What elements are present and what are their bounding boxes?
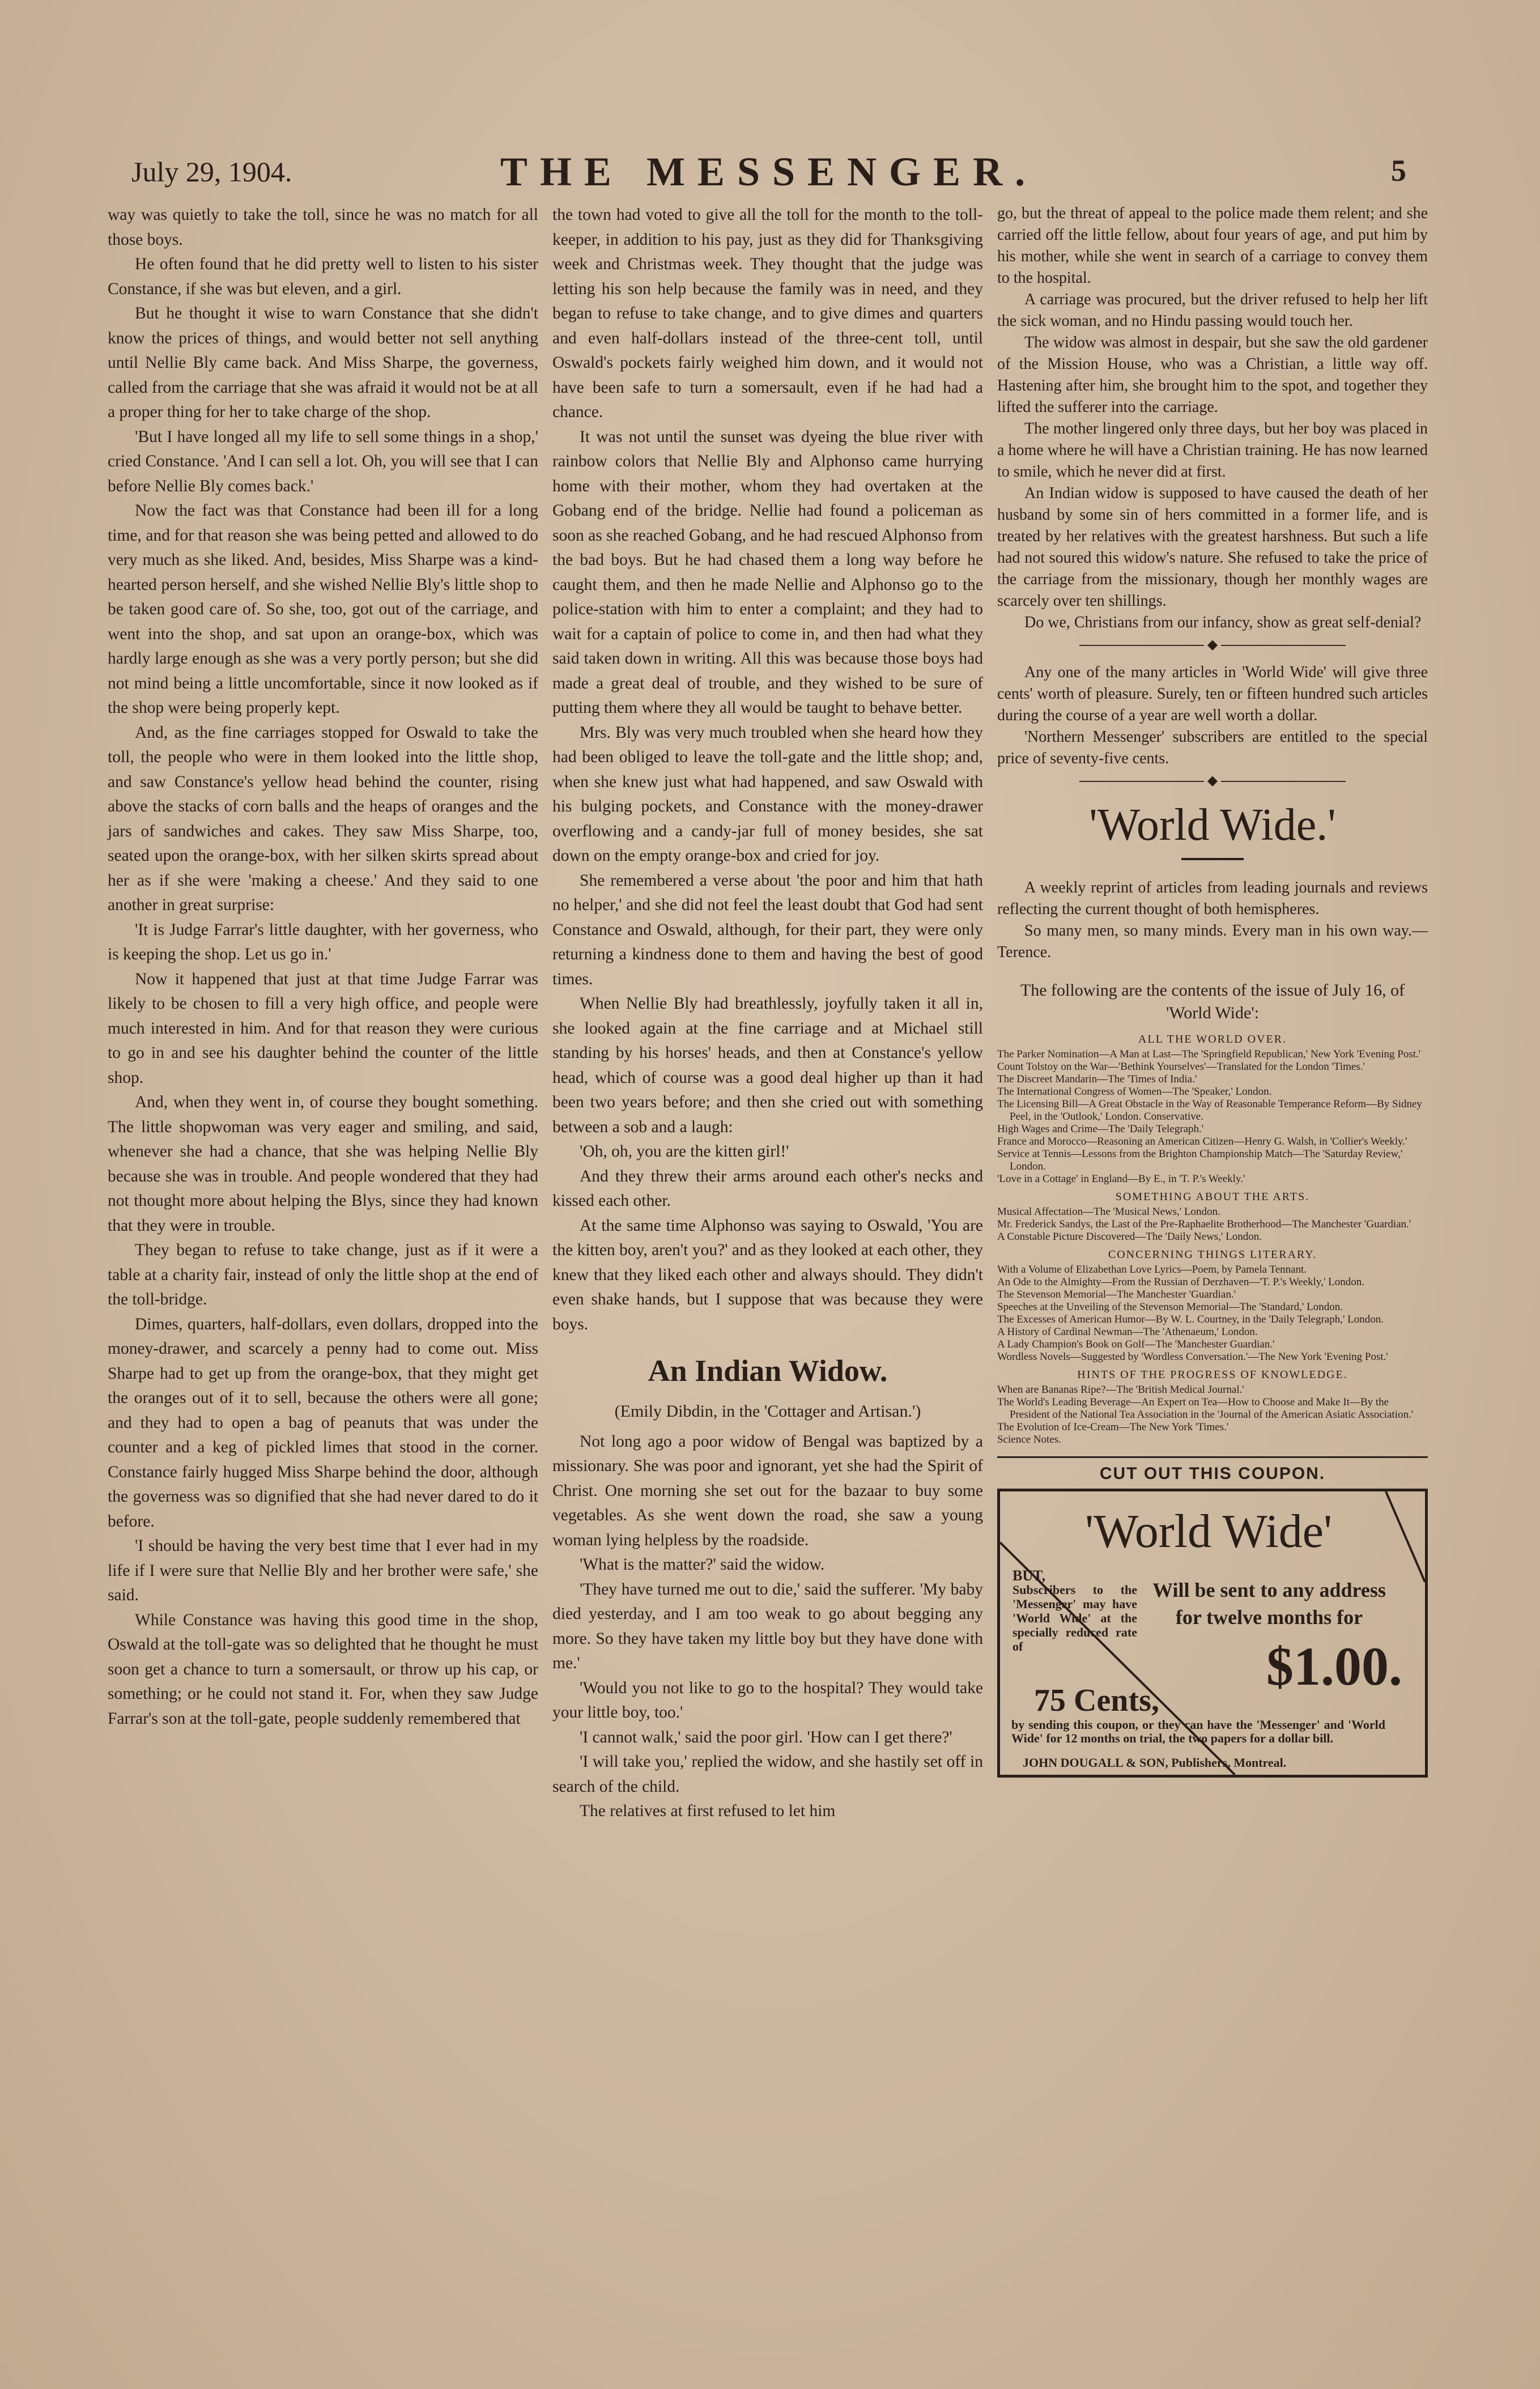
coupon-full-price: $1.00. (1266, 1636, 1402, 1697)
toc-section (997, 1368, 1428, 1446)
paragraph: Do we, Christians from our infancy, show as great self-denial? (1024, 614, 1422, 631)
paragraph: They began to refuse to take change, just as if it were a table at a charity fair, instead of only the little shop at the end of the toll-bridge. (108, 1241, 538, 1308)
paragraph: Dimes, quarters, half-dollars, even dollars, dropped into the money-drawer, and scarcely a penny had to come out. Miss Sharpe had to get up from the orange-box, that they might get the oranges out of it to sell, because the others were all gone; and they had to open a bag of peanuts that was under the counter and a keg of pickled limes that stood in the corner. Constance fairly hugged Miss Sharpe behind the door, although the governess was so dignified that she had never dared to do it before. (108, 1315, 538, 1531)
paragraph: 'Oh, oh, you are the kitten girl!' (580, 1142, 789, 1161)
paragraph: She remembered a verse about 'the poor and him that hath no helper,' and she did not feel the least doubt that God had sent Constance and Oswald, although, for their part, they were only returning a kindness done to them and having the best of good times. (552, 871, 983, 988)
toc-item: Service at Tennis—Lessons from the Brighton Championship Match—The 'Saturday Review,' London. (997, 1148, 1403, 1172)
paragraph: While Constance was having this good time in the shop, Oswald at the toll-gate was so delighted that he thought he must soon get a chance to turn a somersault, or throw up his cap, or something; or he could not stand it. For, when they saw Judge Farrar's son at the toll-gate, people suddenly remembered that (108, 1610, 538, 1728)
paragraph: go, but the threat of appeal to the police made them relent; and she carried off the little fellow, about four years of age, and put him by his mother, while she went in search of a carriage to convey them to the hospital. (997, 205, 1428, 287)
column-2 (552, 203, 983, 1824)
coupon-publisher: JOHN DOUGALL & SON, Publishers, Montreal. (1023, 1755, 1287, 1770)
masthead: THE MESSENGER. (500, 149, 1038, 194)
paragraph: And they threw their arms around each other's necks and kissed each other. (552, 1167, 983, 1210)
toc-item: The Discreet Mandarin—The 'Times of India.' (997, 1073, 1197, 1085)
toc-item: An Ode to the Almighty—From the Russian of Derzhaven—'T. P.'s Weekly,' London. (997, 1276, 1364, 1288)
toc-item: A History of Cardinal Newman—The 'Athenaeum,' London. (997, 1326, 1258, 1338)
toc-item: Mr. Frederick Sandys, the Last of the Pre-Raphaelite Brotherhood—The Manchester 'Guardian.' (997, 1218, 1411, 1230)
toc-section (997, 1248, 1428, 1363)
paragraph: 'But I have longed all my life to sell some things in a shop,' cried Constance. 'And I can sell a lot. Oh, you will see that I can before Nellie Bly comes back.' (108, 427, 538, 495)
paragraph: 'I cannot walk,' said the poor girl. 'How can I get there?' (580, 1728, 952, 1746)
toc-heading: CONCERNING THINGS LITERARY. (1108, 1248, 1317, 1261)
column-3 (997, 203, 1428, 1778)
toc-heading: SOMETHING ABOUT THE ARTS. (1115, 1191, 1310, 1203)
toc-item: With a Volume of Elizabethan Love Lyrics—Poem, by Pamela Tennant. (997, 1264, 1307, 1276)
coupon-label: CUT OUT THIS COUPON. (997, 1456, 1428, 1484)
page-header (131, 148, 1406, 194)
section-divider: ◆ (997, 638, 1428, 652)
paragraph: 'Northern Messenger' subscribers are entitled to the special price of seventy-five cents. (997, 728, 1428, 767)
paragraph: So many men, so many minds. Every man in his own way.—Terence. (997, 922, 1428, 961)
paragraph: A weekly reprint of articles from leading journals and reviews reflecting the current thought of both hemispheres. (997, 879, 1428, 918)
article-title: An Indian Widow. (648, 1354, 888, 1388)
paragraph: He often found that he did pretty well to listen to his sister Constance, if she was but eleven, and a girl. (108, 255, 538, 298)
toc-item: A Lady Champion's Book on Golf—The 'Manchester Guardian.' (997, 1338, 1275, 1350)
toc-item: The Licensing Bill—A Great Obstacle in the Way of Reasonable Temperance Reform—By Sidney Peel, in the 'Outlook,' London. Conservative. (997, 1098, 1422, 1123)
section-divider: ◆ (997, 774, 1428, 788)
issue-date: July 29, 1904. (131, 156, 292, 188)
toc-item: Science Notes. (997, 1434, 1061, 1446)
title-rule (1181, 858, 1244, 860)
paragraph: The widow was almost in despair, but she saw the old gardener of the Mission House, who was a Christian, a little way off. Hastening after him, she brought him to the spot, and together they lifted the sufferer into the carriage. (997, 334, 1428, 416)
toc-item: The Evolution of Ice-Cream—The New York 'Times.' (997, 1421, 1229, 1433)
coupon-but: BUT, (1013, 1567, 1046, 1584)
coupon-offer: Will be sent to any address for twelve months for (1152, 1579, 1386, 1629)
paragraph: Any one of the many articles in 'World Wide' will give three cents' worth of pleasure. Surely, ten or fifteen hundred such articles during the course of a year are well worth a dollar. (997, 664, 1428, 724)
paragraph: When Nellie Bly had breathlessly, joyfully taken it all in, she looked again at the fine carriage and at Michael still standing by his horses' heads, and then at Constance's yellow head, which of course was a good deal higher up than it had been two years before; and then she cried out with something between a sob and a laugh: (552, 994, 983, 1136)
toc-item: Musical Affectation—The 'Musical News,' London. (997, 1206, 1220, 1218)
paragraph: But he thought it wise to warn Constance that she didn't know the prices of things, and would better not sell anything until Nellie Bly came back. And Miss Sharpe, the governess, called from the carriage that she was afraid it would not be at all a proper thing for her to take charge of the shop. (108, 304, 538, 421)
world-wide-title: 'World Wide.' (1089, 800, 1336, 850)
toc-item: The Stevenson Memorial—The Manchester 'Guardian.' (997, 1289, 1236, 1300)
toc-item: 'Love in a Cottage' in England—By E., in 'T. P.'s Weekly.' (997, 1173, 1245, 1185)
toc-heading: ALL THE WORLD OVER. (1138, 1033, 1287, 1045)
toc-item: The World's Leading Beverage—An Expert on Tea—How to Choose and Make It—By the President of the National Tea Association in the 'Journal of the American Asiatic Association.' (997, 1396, 1414, 1421)
toc-item: The International Congress of Women—The 'Speaker,' London. (997, 1086, 1272, 1098)
paragraph: Mrs. Bly was very much troubled when she heard how they had been obliged to leave the toll-gate and the little shop; and, when she knew just what had happened, and saw Oswald with his bulging pockets, and Constance with the money-drawer overflowing and a candy-jar full of money besides, she sat down on the empty orange-box and cried for joy. (552, 723, 983, 865)
toc-item: France and Morocco—Reasoning an American Citizen—Henry G. Walsh, in 'Collier's Weekly.' (997, 1136, 1407, 1147)
toc-item: A Constable Picture Discovered—The 'Daily News,' London. (997, 1231, 1262, 1243)
coupon-subscriber-text: Subscribers to the 'Messenger' may have 'World Wide' at the specially reduced rate of (1013, 1583, 1137, 1653)
coupon-terms: by sending this coupon, or they can have the 'Messenger' and 'World Wide' for 12 months on trial, the two papers for a dollar bill. (1011, 1718, 1385, 1745)
paragraph: And, as the fine carriages stopped for Oswald to take the toll, the people who were in them looked into the little shop, and saw Constance's yellow head behind the counter, rising above the stacks of corn balls and the heaps of oranges and the jars of sandwiches and cakes. They saw Miss Sharpe, too, seated upon the orange-box, with her silken skirts spread about her as if she were 'making a cheese.' And they said to one another in great surprise: (108, 723, 538, 914)
toc-item: Count Tolstoy on the War—'Bethink Yourselves'—Translated for the London 'Times.' (997, 1061, 1365, 1073)
coupon-reduced-price: 75 Cents, (1034, 1683, 1159, 1718)
article-source: (Emily Dibdin, in the 'Cottager and Artisan.') (614, 1402, 921, 1421)
paragraph: 'What is the matter?' said the widow. (580, 1555, 825, 1574)
contents-intro: The following are the contents of the issue of July 16, of 'World Wide': (1020, 981, 1405, 1022)
toc-section (997, 1190, 1428, 1243)
paragraph: 'It is Judge Farrar's little daughter, with her governess, who is keeping the shop. Let us go in.' (108, 920, 538, 963)
paragraph: 'Would you not like to go to the hospital? They would take your little boy, too.' (552, 1678, 983, 1721)
paragraph: way was quietly to take the toll, since he was no match for all those boys. (108, 206, 538, 249)
toc-item: The Excesses of American Humor—By W. L. Courtney, in the 'Daily Telegraph,' London. (997, 1313, 1384, 1325)
paragraph: An Indian widow is supposed to have caused the death of her husband by some sin of hers committed in a former life, and is treated by her relatives with the greatest harshness. But such a life had not soured this widow's nature. She refused to take the price of the carriage from the missionary, though her monthly wages are scarcely over ten shillings. (997, 484, 1428, 610)
paragraph: 'I will take you,' replied the widow, and she hastily set off in search of the child. (552, 1753, 983, 1796)
toc-item: High Wages and Crime—The 'Daily Telegraph.' (997, 1123, 1204, 1135)
coupon-subscriber-note (1013, 1568, 1137, 1653)
paragraph: 'They have turned me out to die,' said the sufferer. 'My baby died yesterday, and I am too weak to go about begging any more. So they have taken my little boy but they have done with me.' (552, 1580, 983, 1672)
paragraph: Now the fact was that Constance had been ill for a long time, and for that reason she was being petted and allowed to do very much as she liked. And, besides, Miss Sharpe was a kind-hearted person herself, and she wished Nellie Bly's little shop to be taken good care of. So she, too, got out of the carriage, and went into the shop, and sat upon an orange-box, which was hardly large enough as she was a very portly person; but she did not mind being a little uncomfortable, since it now looked as if the shop were being properly kept. (108, 501, 538, 717)
coupon-title: 'World Wide' (1085, 1505, 1333, 1558)
paragraph: 'I should be having the very best time that I ever had in my life if I were sure that Nellie Bly and her brother were safe,' she said. (108, 1537, 538, 1604)
toc-item: The Parker Nomination—A Man at Last—The 'Springfield Republican,' New York 'Evening Post.' (997, 1048, 1421, 1060)
column-1 (108, 203, 538, 1731)
paragraph: The mother lingered only three days, but her boy was placed in a home where he will have a Christian training. He has now learned to smile, which he never did at first. (997, 420, 1428, 481)
paragraph: Now it happened that just at that time Judge Farrar was likely to be chosen to fill a very high office, and people were much interested in him. And for that reason they were curious to go in and see his daughter behind the counter of the little shop. (108, 970, 538, 1087)
toc-heading: HINTS OF THE PROGRESS OF KNOWLEDGE. (1077, 1368, 1348, 1381)
paragraph: At the same time Alphonso was saying to Oswald, 'You are the kitten boy, aren't you?' and as they looked at each other, they knew that they liked each other and always should. They didn't even shake hands, but I suppose that was because they were boys. (552, 1216, 983, 1333)
toc-section (997, 1032, 1428, 1185)
subscription-coupon (997, 1489, 1428, 1778)
paragraph: A carriage was procured, but the driver refused to help her lift the sick woman, and no Hindu passing would touch her. (997, 291, 1428, 330)
toc-item: Speeches at the Unveiling of the Stevenson Memorial—The 'Standard,' London. (997, 1301, 1343, 1313)
paragraph: The relatives at first refused to let him (580, 1802, 836, 1820)
page-number: 5 (1391, 154, 1406, 188)
paragraph: Not long ago a poor widow of Bengal was baptized by a missionary. She was poor and ignorant, yet she had the Spirit of Christ. One morning she set out for the bazaar to buy some vegetables. As she went down the road, she saw a young woman lying helpless by the roadside. (552, 1432, 983, 1549)
paragraph: the town had voted to give all the toll for the month to the toll-keeper, in addition to his pay, just as they did for Thanksgiving week and Christmas week. They thought that the judge was letting his son help because the family was in need, and they began to refuse to take change, and to give dimes and quarters and even half-dollars instead of the three-cent toll, until Oswald's pockets fairly weighed him down, and it would not have been safe to turn a somersault, even if he had had a chance. (552, 206, 983, 421)
paragraph: And, when they went in, of course they bought something. The little shopwoman was very eager and smiling, and said, whenever she had a chance, that she was helping Nellie Bly because she was in trouble. And people wondered that they had not thought more about helping the Blys, since they had known that they were in trouble. (108, 1093, 538, 1235)
toc-item: Wordless Novels—Suggested by 'Wordless Conversation.'—The New York 'Evening Post.' (997, 1351, 1388, 1363)
toc-item: When are Bananas Ripe?—The 'British Medical Journal.' (997, 1384, 1244, 1396)
paragraph: It was not until the sunset was dyeing the blue river with rainbow colors that Nellie Bly and Alphonso came hurrying home with their mother, whom they had overtaken at the Gobang end of the bridge. Nellie had found a policeman as soon as she reached Gobang, and he had rescued Alphonso from the bad boys. But he had chased them a long way before he caught them, and then he made Nellie and Alphonso go to the police-station with him to enter a complaint; and they had to wait for a captain of police to come in, and then had what they said taken down in writing. All this was because those boys had made a great deal of trouble, and they wished to be sure of putting them where they all would be taught to behave better. (552, 427, 983, 717)
